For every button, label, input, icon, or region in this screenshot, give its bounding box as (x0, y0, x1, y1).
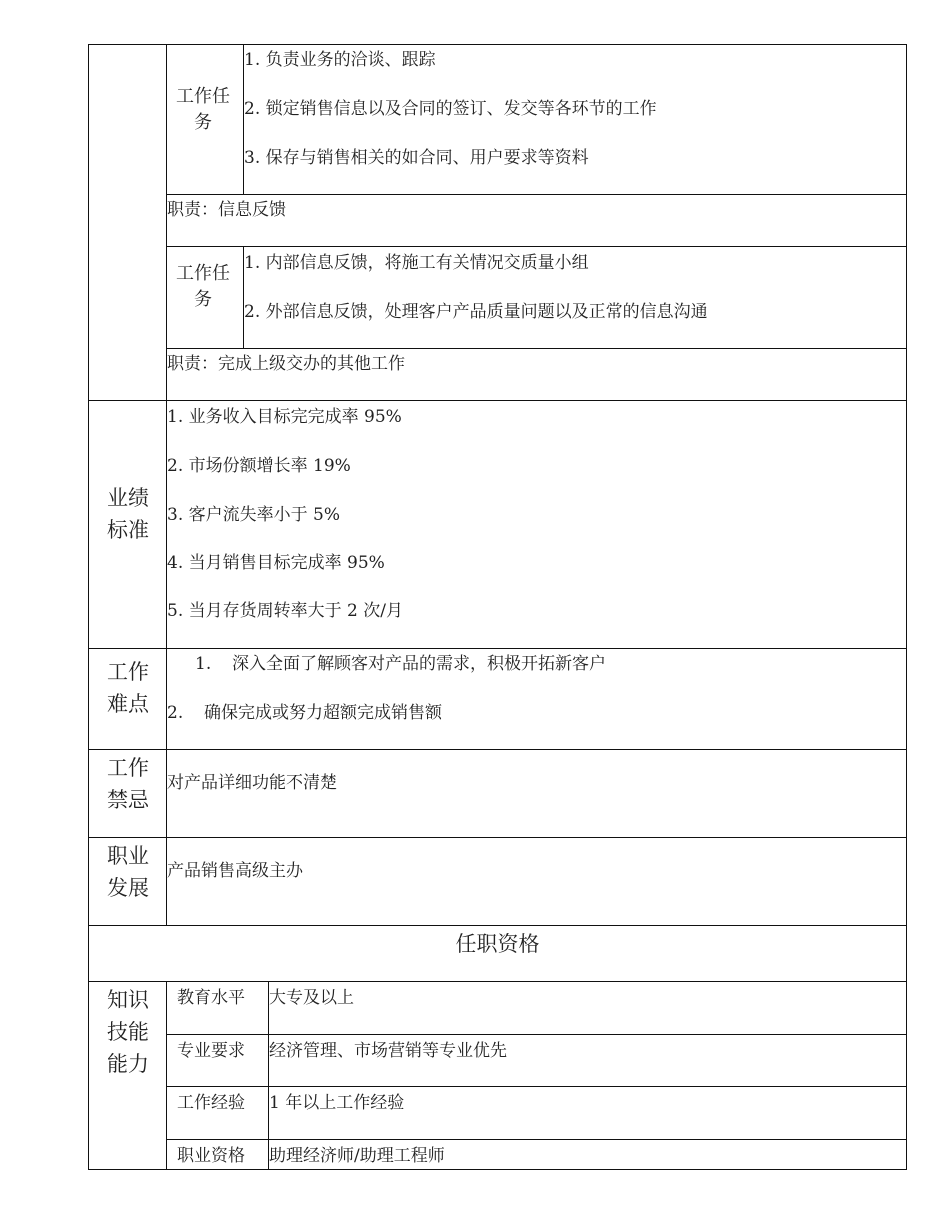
qualification-title-bottom-line (88, 981, 907, 982)
task-item: 2. 锁定销售信息以及合同的签订、发交等各环节的工作 (244, 99, 657, 119)
taboo-top-line (88, 749, 907, 750)
qualification-row-label: 工作经验 (177, 1093, 245, 1113)
label-column-divider-upper (166, 44, 167, 926)
qualification-row-label: 职业资格 (177, 1146, 245, 1166)
duty-other-text: 职责：完成上级交办的其他工作 (167, 354, 405, 374)
difficulty-item-2-text: 确保完成或努力超额完成销售额 (204, 703, 442, 723)
task-label-2-text: 工作任务 (176, 263, 230, 310)
qualification-row-value: 助理经济师/助理工程师 (269, 1146, 445, 1166)
qualification-row-label: 专业要求 (177, 1041, 245, 1061)
duty-row-line-3 (166, 348, 907, 349)
performance-label-line1: 业绩 (107, 486, 149, 510)
qualification-row-label: 教育水平 (177, 988, 245, 1008)
taboo-text: 对产品详细功能不清楚 (167, 773, 337, 793)
performance-label-line2: 标准 (107, 518, 149, 542)
difficulty-label-line1: 工作 (107, 660, 149, 684)
table-border-top (88, 44, 907, 45)
career-label-line2: 发展 (107, 876, 149, 900)
qualification-label-divider (268, 982, 269, 1170)
task-item: 1. 负责业务的洽谈、跟踪 (244, 50, 436, 70)
task-item: 3. 保存与销售相关的如合同、用户要求等资料 (244, 148, 589, 168)
taboo-label-line2: 禁忌 (107, 788, 149, 812)
duty-feedback-text: 职责：信息反馈 (167, 200, 286, 220)
qualification-label (90, 984, 166, 1080)
qualification-label-line2: 技能 (107, 1020, 149, 1044)
qualification-row-value: 经济管理、市场营销等专业优先 (269, 1041, 507, 1061)
qualification-label-line1: 知识 (107, 988, 149, 1012)
career-label-line1: 职业 (107, 844, 149, 868)
taboo-label (90, 752, 166, 816)
table-border-bottom (88, 1169, 907, 1170)
performance-label (90, 482, 166, 546)
task-item: 2. 外部信息反馈，处理客户产品质量问题以及正常的信息沟通 (244, 302, 708, 322)
performance-item: 5. 当月存货周转率大于 2 次/月 (167, 601, 403, 621)
performance-item: 1. 业务收入目标完完成率 95% (167, 407, 402, 427)
task-label-2 (168, 261, 238, 313)
difficulty-label-line2: 难点 (107, 692, 149, 716)
performance-item: 3. 客户流失率小于 5% (167, 505, 340, 525)
performance-item: 2. 市场份额增长率 19% (167, 456, 351, 476)
duty-row-line-1 (166, 194, 907, 195)
career-label (90, 840, 166, 904)
difficulty-item-1-text: 深入全面了解顾客对产品的需求，积极开拓新客户 (232, 654, 606, 674)
difficulty-item-1-number: 1. (195, 654, 212, 674)
qualification-label-line3: 能力 (107, 1052, 149, 1076)
qualification-row-line-3 (166, 1139, 907, 1140)
task-label-1 (168, 84, 238, 136)
qualification-row-value: 大专及以上 (269, 988, 354, 1008)
task-label-1-text: 工作任务 (176, 86, 230, 133)
difficulty-item-2-number: 2. (167, 703, 184, 723)
career-top-line (88, 837, 907, 838)
table-border-right (906, 44, 907, 1170)
qualification-row-line-2 (166, 1086, 907, 1087)
performance-top-line (88, 400, 907, 401)
taboo-label-line1: 工作 (107, 756, 149, 780)
career-text: 产品销售高级主办 (167, 861, 303, 881)
task-item: 1. 内部信息反馈，将施工有关情况交质量小组 (244, 253, 589, 273)
qualification-title-top-line (88, 925, 907, 926)
label-column-divider-lower (166, 982, 167, 1170)
difficulty-top-line (88, 648, 907, 649)
qualification-section-title: 任职资格 (455, 932, 540, 956)
performance-item: 4. 当月销售目标完成率 95% (167, 553, 385, 573)
qualification-row-value: 1 年以上工作经验 (269, 1093, 405, 1113)
duty-row-line-2 (166, 246, 907, 247)
difficulty-label (90, 656, 166, 720)
qualification-row-line-1 (166, 1034, 907, 1035)
